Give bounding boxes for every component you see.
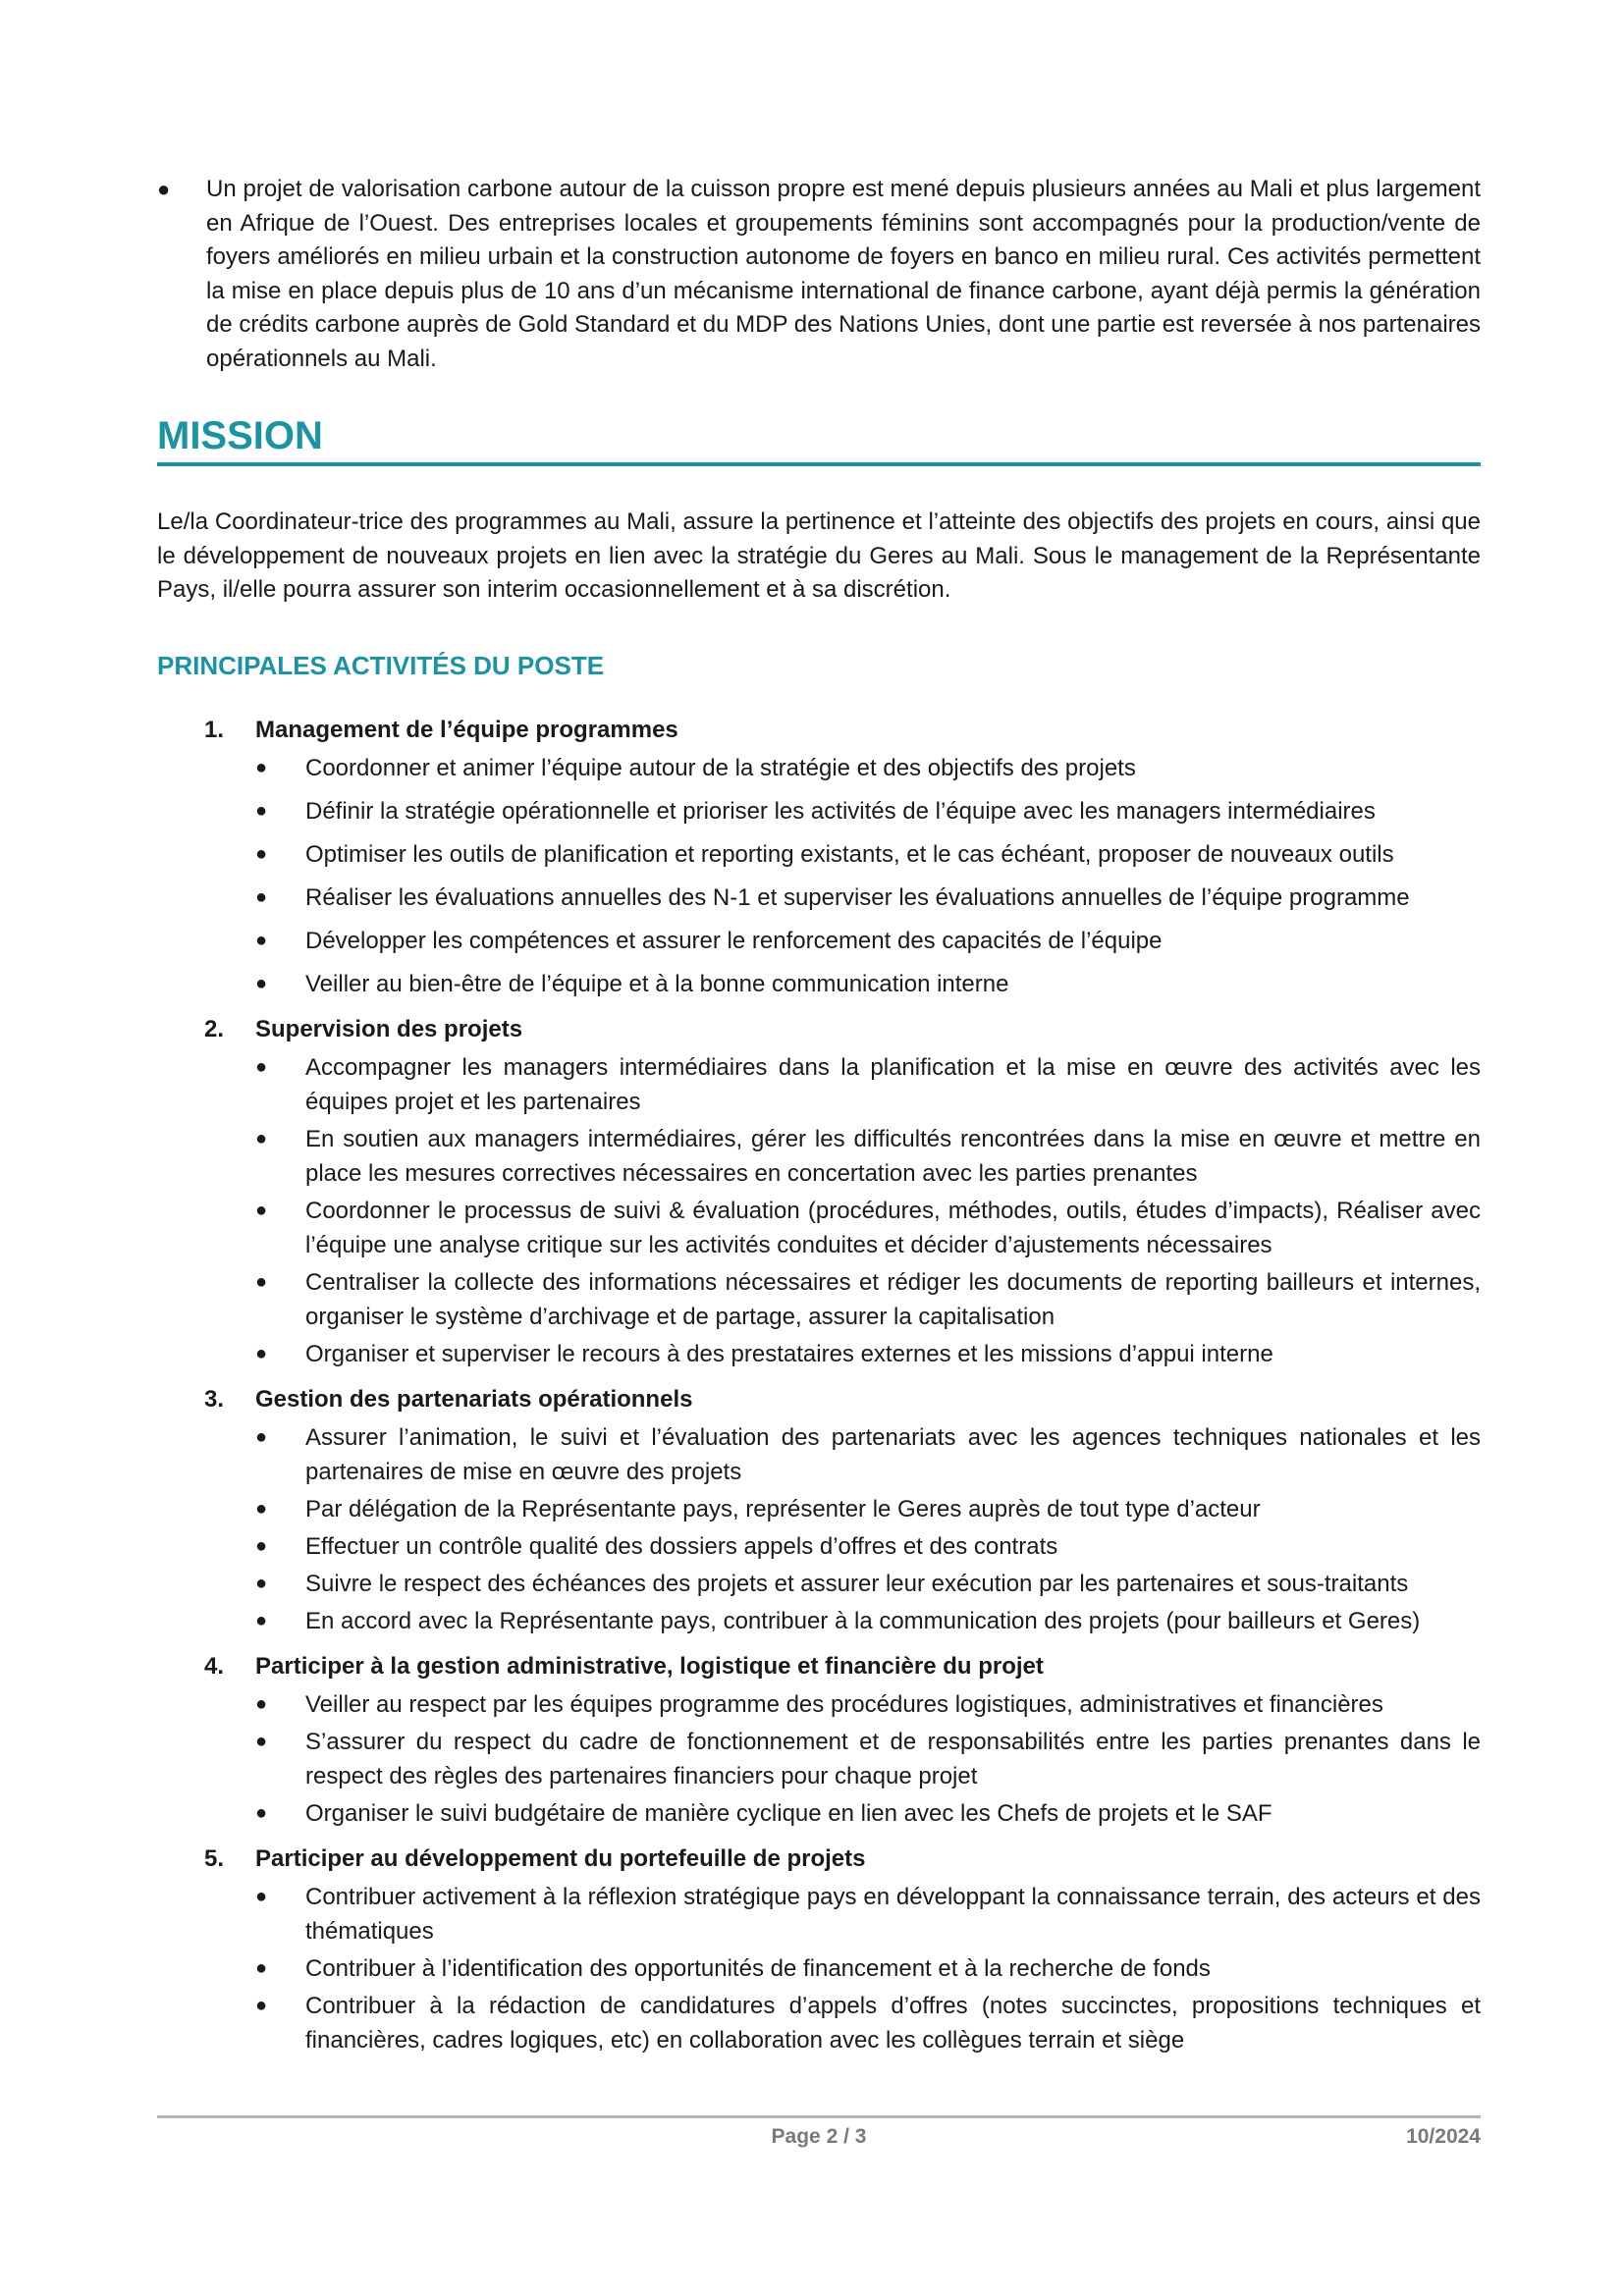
activity-number: 3. [204,1385,225,1413]
bullet-icon: ● [255,885,268,908]
task-item [157,1989,1481,2057]
page-number: Page 2 / 3 [771,2125,867,2148]
bullet-icon: ● [255,1127,268,1149]
bullet-icon: ● [255,1956,268,1979]
task-text: Développer les compétences et assurer le renforcement des capacités de l’équipe [305,927,1163,954]
activity-title-text: Participer à la gestion administrative, logistique et financière du projet [255,1652,1044,1680]
activity-section [157,714,1481,1001]
task-item [157,1687,1481,1722]
activity-number: 1. [204,716,225,743]
bullet-icon: ● [255,756,268,778]
task-item [157,1880,1481,1949]
activities-heading: PRINCIPALES ACTIVITÉS DU POSTE [157,650,605,680]
activity-section [157,1013,1481,1371]
task-item [157,1725,1481,1793]
task-text: S’assurer du respect du cadre de fonctionnement et de responsabilités entre les parties prenantes dans le respect des règles des partenaires financiers pour chaque projet [305,1728,1481,1789]
bullet-icon: ● [157,177,171,201]
intro-paragraph [157,173,1481,376]
task-item [157,924,1481,958]
task-text: Réaliser les évaluations annuelles des N-1 et superviser les évaluations annuelles de l’équipe programme [305,883,1410,911]
task-item [157,1122,1481,1191]
task-item [157,1604,1481,1638]
mission-heading: MISSION [157,411,1481,466]
activity-number: 5. [204,1844,225,1872]
task-text: Suivre le respect des échéances des projets et assurer leur exécution par les partenaires et sous-traitants [305,1570,1409,1597]
task-item [157,1796,1481,1831]
activity-title [157,714,1481,747]
bullet-icon: ● [255,842,268,865]
intro-list [157,173,1481,376]
task-text: Organiser et superviser le recours à des prestataires externes et les missions d’appui interne [305,1340,1273,1367]
task-item [157,1567,1481,1601]
task-item [157,1529,1481,1564]
task-text: Effectuer un contrôle qualité des dossiers appels d’offres et des contrats [305,1532,1058,1560]
task-list [157,1050,1481,1371]
bullet-icon: ● [255,1692,268,1715]
bullet-icon: ● [255,799,268,822]
task-list [157,1687,1481,1831]
task-item [157,794,1481,828]
bullet-icon: ● [255,1342,268,1364]
activity-title [157,1650,1481,1683]
activity-title [157,1383,1481,1416]
task-item [157,837,1481,872]
bullet-icon: ● [255,929,268,951]
task-text: Par délégation de la Représentante pays, représenter le Geres auprès de tout type d’acteur [305,1495,1261,1522]
bullet-icon: ● [255,1994,268,2016]
task-text: Coordonner le processus de suivi & évaluation (procédures, méthodes, outils, études d’impacts), Réaliser avec l’équipe une analyse critique sur les activités conduites et décider d’ajustements nécessaires [305,1197,1481,1258]
task-text: Centraliser la collecte des informations nécessaires et rédiger les documents de reporting bailleurs et internes, organiser le système d’archivage et de partage, assurer la capitalisation [305,1268,1481,1330]
activity-title-text: Gestion des partenariats opérationnels [255,1385,693,1413]
document-page [157,173,1481,2069]
activity-title [157,1013,1481,1046]
bullet-icon: ● [255,1270,268,1293]
task-item [157,1420,1481,1489]
task-text: Assurer l’animation, le suivi et l’évaluation des partenariats avec les agences techniques nationales et les partenaires de mise en œuvre des projets [305,1423,1481,1485]
task-item [157,1492,1481,1526]
activity-section [157,1842,1481,2057]
page-footer [157,2125,1481,2155]
bullet-icon: ● [255,1801,268,1824]
bullet-icon: ● [255,1885,268,1907]
task-text: Accompagner les managers intermédiaires dans la planification et la mise en œuvre des activités avec les équipes projet et les partenaires [305,1053,1481,1115]
document-date: 10/2024 [1406,2125,1481,2148]
activity-section [157,1650,1481,1831]
activity-number: 2. [204,1015,225,1042]
task-text: Contribuer activement à la réflexion stratégique pays en développant la connaissance terrain, des acteurs et des thématiques [305,1883,1481,1945]
task-list [157,1880,1481,2057]
bullet-icon: ● [255,1055,268,1078]
task-text: En soutien aux managers intermédiaires, gérer les difficultés rencontrées dans la mise en œuvre et mettre en place les mesures correctives nécessaires en concertation avec les parties prenantes [305,1125,1481,1187]
task-text: Optimiser les outils de planification et reporting existants, et le cas échéant, proposer de nouveaux outils [305,840,1394,868]
task-text: Organiser le suivi budgétaire de manière cyclique en lien avec les Chefs de projets et le SAF [305,1799,1272,1827]
task-text: Définir la stratégie opérationnelle et prioriser les activités de l’équipe avec les managers intermédiaires [305,797,1376,825]
task-text: Contribuer à la rédaction de candidatures d’appels d’offres (notes succinctes, propositions techniques et financières, cadres logiques, etc) en collaboration avec les collègues terrain et siège [305,1992,1481,2054]
task-item [157,1337,1481,1371]
bullet-icon: ● [255,1425,268,1448]
task-item [157,881,1481,915]
intro-text: Un projet de valorisation carbone autour de la cuisson propre est mené depuis plusieurs années au Mali et plus largement en Afrique de l’Ouest. Des entreprises locales et groupements féminins sont accompagnés pour la production/vente de foyers améliorés en milieu urbain et la construction autonome de foyers en banco en milieu rural. Ces activités permettent la mise en place depuis plus de 10 ans d’un mécanisme international de finance carbone, ayant déjà permis la génération de crédits carbone auprès de Gold Standard et du MDP des Nations Unies, dont une partie est reversée à nos partenaires opérationnels au Mali. [206,176,1481,372]
task-text: Coordonner et animer l’équipe autour de la stratégie et des objectifs des projets [305,754,1136,781]
task-item [157,1194,1481,1262]
task-item [157,1265,1481,1334]
bullet-icon: ● [255,1730,268,1752]
task-item [157,967,1481,1001]
bullet-icon: ● [255,1497,268,1520]
bullet-icon: ● [255,1609,268,1631]
activity-title-text: Supervision des projets [255,1015,523,1042]
activity-title-text: Management de l’équipe programmes [255,716,678,743]
bullet-icon: ● [255,1572,268,1594]
activity-section [157,1383,1481,1638]
task-text: Veiller au bien-être de l’équipe et à la bonne communication interne [305,970,1009,997]
task-text: Veiller au respect par les équipes programme des procédures logistiques, administratives et financières [305,1690,1383,1718]
activities-list [157,714,1481,2057]
bullet-icon: ● [255,972,268,994]
task-text: En accord avec la Représentante pays, contribuer à la communication des projets (pour bailleurs et Geres) [305,1607,1421,1634]
task-list [157,1420,1481,1638]
task-item [157,1050,1481,1119]
bullet-icon: ● [255,1199,268,1221]
mission-description: Le/la Coordinateur-trice des programmes au Mali, assure la pertinence et l’atteinte des objectifs des projets en cours, ainsi que le développement de nouveaux projets en lien avec la stratégie du Geres au Mali. Sous le management de la Représentante Pays, il/elle pourra assurer son interim occasionnellement et à sa discrétion. [157,508,1481,603]
bullet-icon: ● [255,1534,268,1557]
activity-title-text: Participer au développement du portefeuille de projets [255,1844,866,1872]
activity-title [157,1842,1481,1876]
task-item [157,1951,1481,1986]
footer-divider [157,2115,1481,2118]
task-text: Contribuer à l’identification des opportunités de financement et à la recherche de fonds [305,1954,1211,1982]
task-list [157,751,1481,1001]
activity-number: 4. [204,1652,225,1680]
task-item [157,751,1481,785]
